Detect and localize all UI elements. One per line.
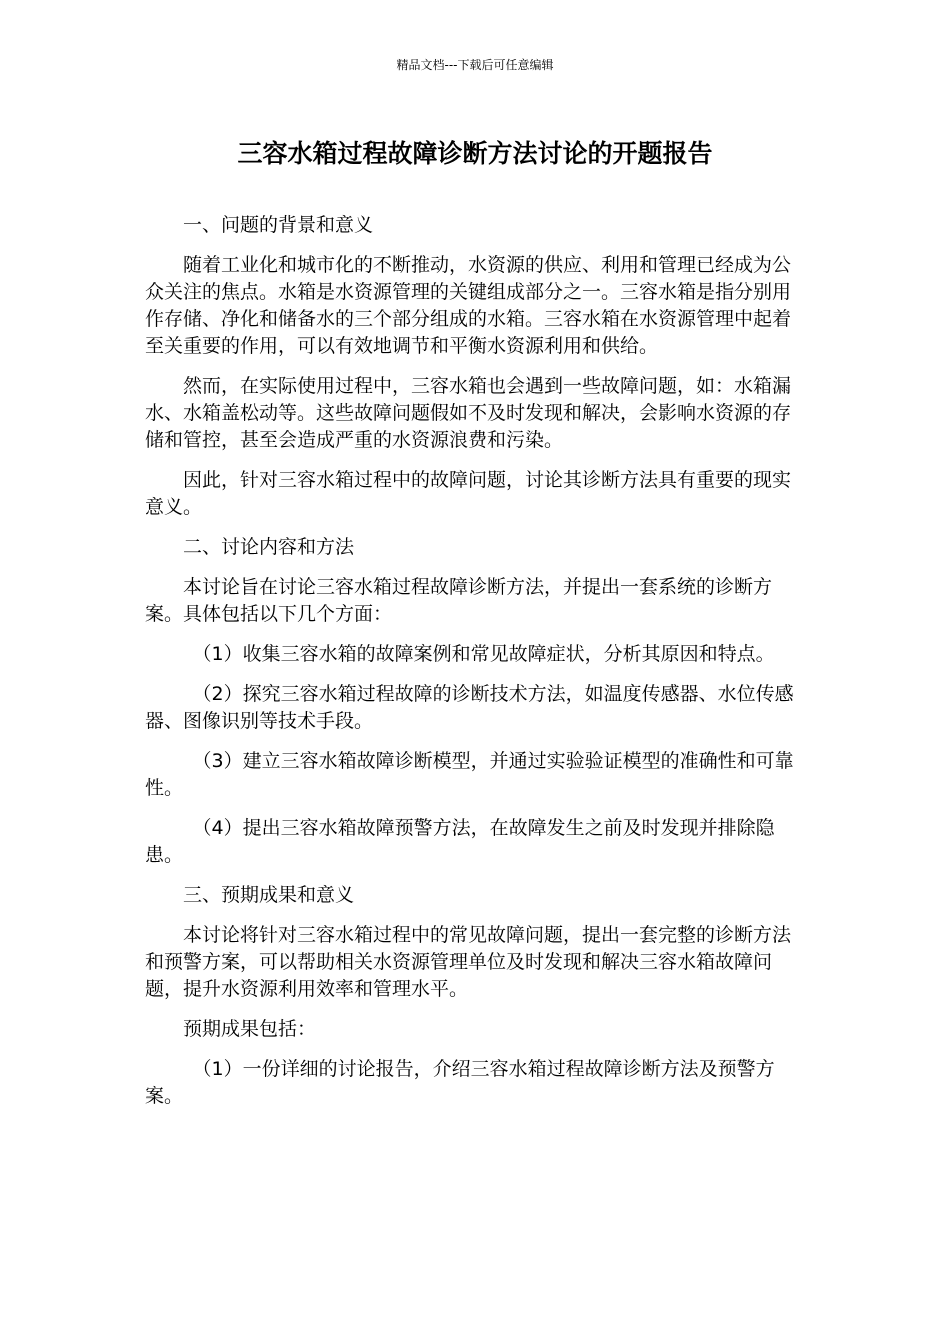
section-1-paragraph-3: 因此，针对三容水箱过程中的故障问题，讨论其诊断方法具有重要的现实意义。 <box>145 469 792 518</box>
section-1-paragraph-2: 然而，在实际使用过程中，三容水箱也会遇到一些故障问题，如：水箱漏水、水箱盖松动等。这些故障问题假如不及时发现和解决，会影响水资源的存储和管控，甚至会造成严重的水资源浪费和污染。 <box>145 375 792 451</box>
section-2-list-item-1: （1）收集三容水箱的故障案例和常见故障症状，分析其原因和特点。 <box>192 643 775 665</box>
section-2-paragraph-1: 本讨论旨在讨论三容水箱过程故障诊断方法，并提出一套系统的诊断方案。具体包括以下几个方面： <box>145 576 773 625</box>
section-1-paragraph-1: 随着工业化和城市化的不断推动，水资源的供应、利用和管理已经成为公众关注的焦点。水箱是水资源管理的关键组成部分之一。三容水箱是指分别用作存储、净化和储备水的三个部分组成的水箱。三容水箱在水资源管理中起着至关重要的作用，可以有效地调节和平衡水资源利用和供给。 <box>145 254 792 357</box>
section-1-heading: 一、问题的背景和意义 <box>183 214 374 236</box>
section-2-list-item-3: （3）建立三容水箱故障诊断模型，并通过实验验证模型的准确性和可靠性。 <box>145 750 794 799</box>
document-title: 三容水箱过程故障诊断方法讨论的开题报告 <box>237 139 713 168</box>
section-3-list-item-1: （1）一份详细的讨论报告，介绍三容水箱过程故障诊断方法及预警方案。 <box>145 1058 775 1107</box>
page-header-watermark: 精品文档---下载后可任意编辑 <box>396 58 554 72</box>
section-3-heading: 三、预期成果和意义 <box>183 884 355 906</box>
section-2-list-item-2: （2）探究三容水箱过程故障的诊断技术方法，如温度传感器、水位传感器、图像识别等技术手段。 <box>145 683 794 732</box>
section-3-paragraph-2: 预期成果包括： <box>183 1018 317 1040</box>
document-body <box>145 212 805 1123</box>
section-2-list-item-4: （4）提出三容水箱故障预警方法，在故障发生之前及时发现并排除隐患。 <box>145 817 775 866</box>
section-3-paragraph-1: 本讨论将针对三容水箱过程中的常见故障问题，提出一套完整的诊断方法和预警方案，可以帮助相关水资源管理单位及时发现和解决三容水箱故障问题，提升水资源利用效率和管理水平。 <box>145 924 792 1000</box>
section-2-heading: 二、讨论内容和方法 <box>183 536 355 558</box>
